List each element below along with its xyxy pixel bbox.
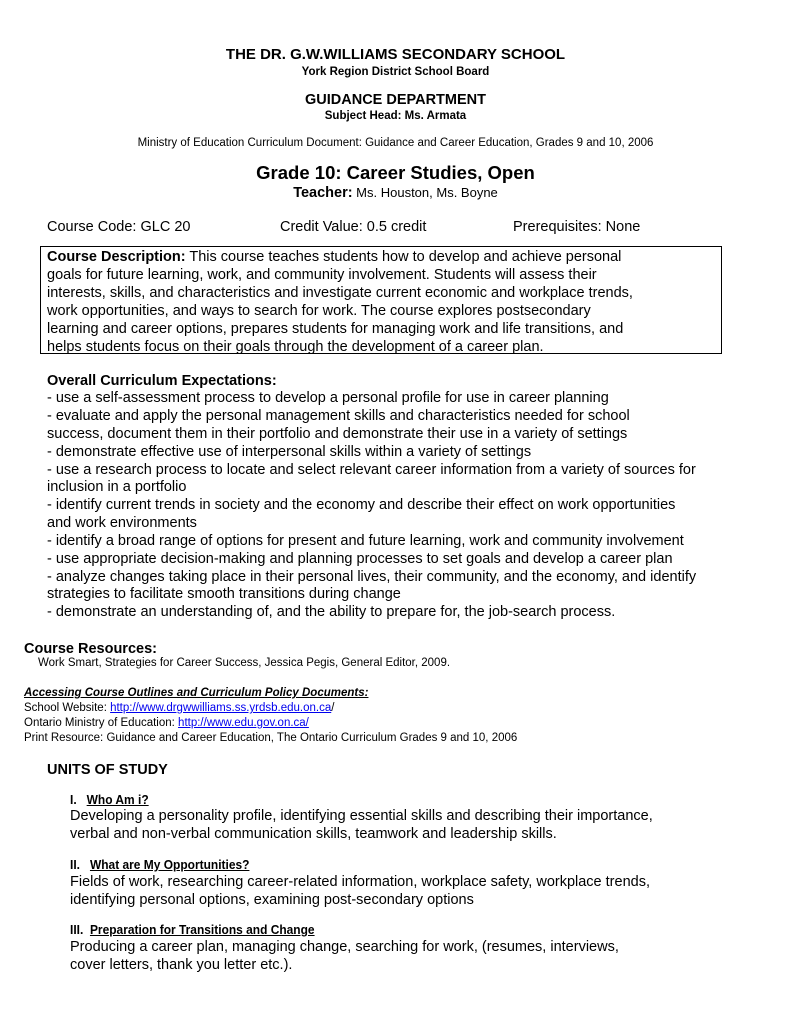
description-line: work opportunities, and ways to search for work. The course explores postsecondary <box>47 303 591 319</box>
expectation-line: - demonstrate an understanding of, and the ability to prepare for, the job-search process. <box>47 604 616 620</box>
expectation-line: inclusion in a portfolio <box>47 479 187 495</box>
description-line: goals for future learning, work, and community involvement. Students will assess their <box>47 267 597 283</box>
course-code: Course Code: GLC 20 <box>47 219 191 235</box>
ministry-website-line <box>24 717 309 729</box>
expectation-line: - use appropriate decision-making and planning processes to set goals and develop a career plan <box>47 551 673 567</box>
credit-value: Credit Value: 0.5 credit <box>280 219 427 235</box>
teacher-label: Teacher: <box>293 185 353 201</box>
unit-1-heading <box>70 792 149 807</box>
teacher-line <box>0 184 791 201</box>
description-label: Course Description: <box>47 249 186 265</box>
expectations-heading: Overall Curriculum Expectations: <box>47 373 277 389</box>
expectation-line: - analyze changes taking place in their personal lives, their community, and the economy, and identify <box>47 569 697 585</box>
subject-head: Subject Head: Ms. Armata <box>324 110 467 122</box>
prerequisites: Prerequisites: None <box>513 219 641 235</box>
unit-title: What are My Opportunities? <box>89 857 250 872</box>
department-title: GUIDANCE DEPARTMENT <box>305 92 486 108</box>
unit-title: Preparation for Transitions and Change <box>89 922 315 937</box>
expectation-line: - identify a broad range of options for present and future learning, work and community involvement <box>47 533 684 549</box>
unit-1-text: verbal and non-verbal communication skills, teamwork and leadership skills. <box>70 826 557 842</box>
unit-3-text: Producing a career plan, managing change, searching for work, (resumes, interviews, <box>70 939 619 955</box>
expectation-line: - use a self-assessment process to develop a personal profile for use in career planning <box>47 390 609 406</box>
school-website-suffix: / <box>331 702 335 714</box>
ministry-document: Ministry of Education Curriculum Document: Guidance and Career Education, Grades 9 and 10, 2006 <box>137 137 654 149</box>
expectation-line: - demonstrate effective use of interpersonal skills within a variety of settings <box>47 444 532 460</box>
school-board: York Region District School Board <box>301 66 490 78</box>
unit-3-heading <box>70 922 315 937</box>
expectation-line: - identify current trends in society and the economy and describe their effect on work opportunities <box>47 497 676 513</box>
expectation-line: - evaluate and apply the personal management skills and characteristics needed for school <box>47 408 630 424</box>
resources-text: Work Smart, Strategies for Career Success, Jessica Pegis, General Editor, 2009. <box>38 657 451 669</box>
expectation-line: strategies to facilitate smooth transitions during change <box>47 586 401 602</box>
resources-heading: Course Resources: <box>24 641 157 657</box>
unit-numeral: III. <box>70 922 84 937</box>
school-website-label: School Website: <box>24 702 111 714</box>
unit-title: Who Am i? <box>86 792 149 807</box>
unit-2-heading <box>70 857 249 872</box>
unit-2-text: Fields of work, researching career-related information, workplace safety, workplace trends, <box>70 874 650 890</box>
teacher-names: Ms. Houston, Ms. Boyne <box>352 185 498 200</box>
expectation-line: success, document them in their portfolio and demonstrate their use in a variety of settings <box>47 426 628 442</box>
description-line: interests, skills, and characteristics and investigate current economic and workplace trends, <box>47 285 633 301</box>
school-website-link[interactable]: http://www.drgwwilliams.ss.yrdsb.edu.on.ca <box>110 702 332 714</box>
unit-1-text: Developing a personality profile, identifying essential skills and describing their importance, <box>70 808 653 824</box>
units-heading: UNITS OF STUDY <box>47 762 168 778</box>
unit-numeral: I. <box>70 792 77 807</box>
unit-3-text: cover letters, thank you letter etc.). <box>70 957 293 973</box>
description-line: helps students focus on their goals through the development of a career plan. <box>47 339 544 355</box>
description-line <box>47 249 621 265</box>
unit-numeral: II. <box>70 857 80 872</box>
unit-2-text: identifying personal options, examining post-secondary options <box>70 892 474 908</box>
description-line: learning and career options, prepares students for managing work and life transitions, and <box>47 321 624 337</box>
expectation-line: - use a research process to locate and select relevant career information from a variety of sources for <box>47 462 696 478</box>
expectation-line: and work environments <box>47 515 197 531</box>
school-website-line <box>24 702 334 714</box>
course-title: Grade 10: Career Studies, Open <box>256 162 535 183</box>
description-text: This course teaches students how to develop and achieve personal <box>185 249 622 265</box>
access-heading: Accessing Course Outlines and Curriculum Policy Documents: <box>24 687 369 699</box>
print-resource: Print Resource: Guidance and Career Education, The Ontario Curriculum Grades 9 and 10, 2006 <box>24 732 518 744</box>
ministry-website-label: Ontario Ministry of Education: <box>24 717 179 729</box>
school-name: THE DR. G.W.WILLIAMS SECONDARY SCHOOL <box>225 46 566 63</box>
ministry-website-link[interactable]: http://www.edu.gov.on.ca/ <box>178 717 309 729</box>
